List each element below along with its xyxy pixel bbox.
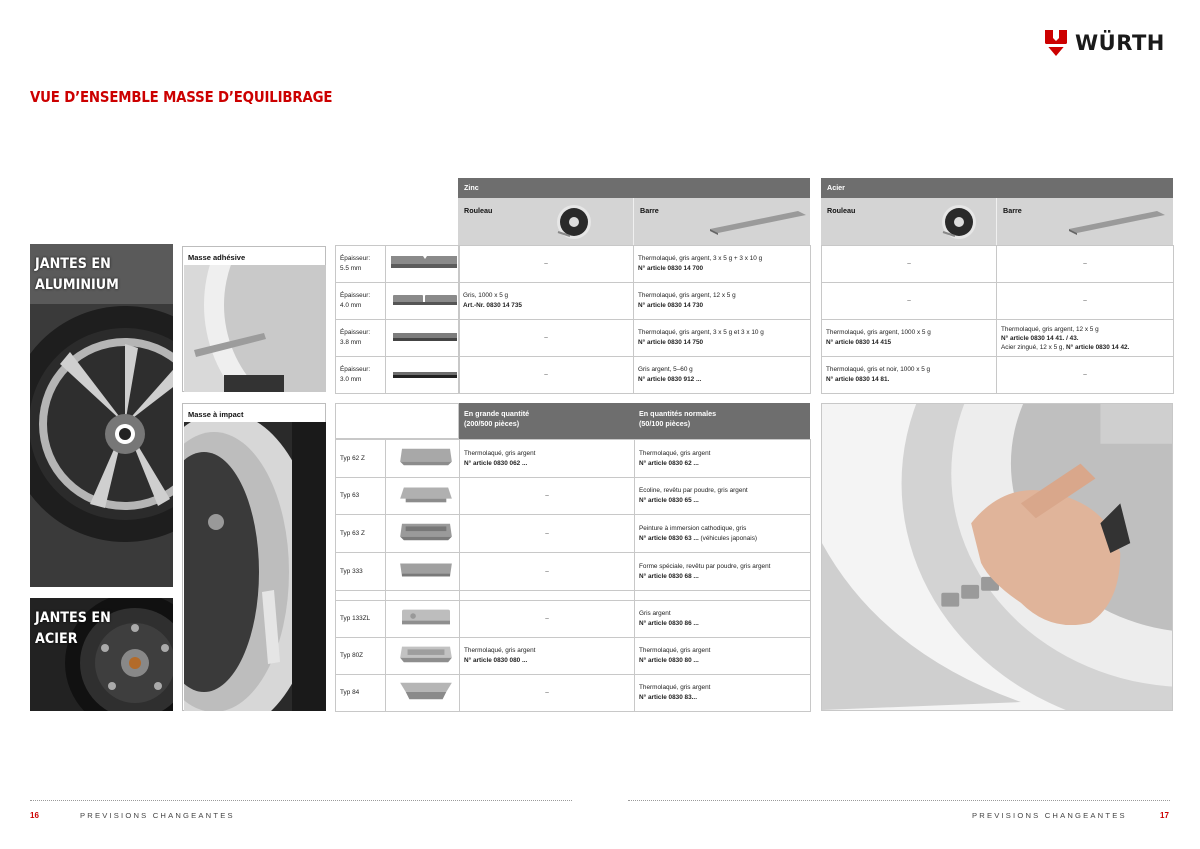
zinc-roll-cell: – (459, 357, 634, 394)
impact-table-header (335, 403, 810, 439)
typ-333-weight-image (386, 553, 460, 591)
impact-bulk-cell: Thermolaqué, gris argent N° article 0830 080 ... (460, 638, 635, 675)
brand-name: WÜRTH (1075, 31, 1165, 55)
impact-normal-cell: Thermolaqué, gris argent N° article 0830 83... (635, 675, 811, 712)
thickness-cell: Épaisseur: 3.8 mm (336, 320, 386, 357)
alu-label-line1: JANTES EN (35, 256, 111, 272)
steel-group-header: Acier (821, 178, 1173, 198)
zinc-bar-cell: Thermolaqué, gris argent, 3 x 5 g et 3 x 10 g N° article 0830 14 750 (634, 320, 811, 357)
bar-icon (1067, 207, 1167, 237)
roll-icon (554, 202, 594, 242)
thickness-cell: Épaisseur: 4.0 mm (336, 283, 386, 320)
bar-icon (708, 207, 808, 237)
thickness-cell: Épaisseur: 5.5 mm (336, 246, 386, 283)
zinc-subheader (458, 198, 810, 245)
zinc-roll-cell: – (459, 320, 634, 357)
impact-head-normal: En quantités normales (50/100 pièces) (639, 409, 717, 428)
typ-63-weight-image (386, 478, 460, 515)
wurth-logo (1043, 29, 1165, 57)
impact-data-table (335, 439, 811, 712)
steel-data-table (821, 245, 1174, 394)
zinc-group-header: Zinc (458, 178, 810, 198)
zinc-bar-cell: Thermolaqué, gris argent, 3 x 5 g + 3 x 10 g N° article 0830 14 700 (634, 246, 811, 283)
zinc-bar-cell: Thermolaqué, gris argent, 12 x 5 g N° article 0830 14 730 (634, 283, 811, 320)
impact-type-cell: Typ 63 Z (336, 515, 386, 553)
steel-bar-cell: – (997, 357, 1174, 394)
steel-bar-cell: – (997, 246, 1174, 283)
typ-133zl-weight-image (386, 601, 460, 638)
photo-hand-applying-weight (821, 403, 1173, 711)
adhesive-thickness-table (335, 245, 460, 394)
page-number-left: 16 (30, 811, 39, 820)
zinc-roll-label: Rouleau (464, 206, 493, 215)
steel-bar-cell: Thermolaqué, gris argent, 12 x 5 g N° article 0830 14 41. / 43. Acier zingué, 12 x 5 g, N° article 0830 14 42. (997, 320, 1174, 357)
footer-divider-left (30, 800, 572, 801)
steel-bar-label: Barre (1003, 206, 1022, 215)
category-adhesive (182, 246, 326, 392)
category-impact-label: Masse à impact (188, 410, 244, 419)
impact-spacer-cell (635, 591, 811, 601)
steel-label-line2: ACIER (35, 631, 78, 647)
steel-label-line1: JANTES EN (35, 610, 111, 626)
impact-bulk-cell: – (460, 515, 635, 553)
steel-roll-cell: Thermolaqué, gris et noir, 1000 x 5 g N° article 0830 14 81. (822, 357, 997, 394)
category-adhesive-label: Masse adhésive (188, 253, 246, 262)
thickness-cell: Épaisseur: 3.0 mm (336, 357, 386, 394)
weight-profile-5-5mm-image (386, 246, 460, 283)
wurth-logo-icon (1043, 29, 1069, 57)
impact-bulk-cell: – (460, 675, 635, 712)
photo-alu-rim (30, 244, 173, 587)
impact-type-cell: Typ 333 (336, 553, 386, 591)
zinc-roll-cell: – (459, 246, 634, 283)
weight-profile-3-0mm-image (386, 357, 460, 394)
zinc-roll-cell: Gris, 1000 x 5 g Art.-Nr. 0830 14 735 (459, 283, 634, 320)
category-impact (182, 403, 326, 711)
impact-type-cell: Typ 62 Z (336, 440, 386, 478)
impact-spacer-cell (460, 591, 635, 601)
footer-divider-right (628, 800, 1170, 801)
impact-type-cell: Typ 133ZL (336, 601, 386, 638)
impact-weight-on-rim-image (184, 422, 326, 711)
typ-80z-weight-image (386, 638, 460, 675)
alu-label-line2: ALUMINIUM (35, 277, 119, 293)
steel-bar-cell: – (997, 283, 1174, 320)
photo-steel-rim (30, 598, 173, 711)
zinc-bar-cell: Gris argent, 5–60 g N° article 0830 912 ... (634, 357, 811, 394)
steel-roll-cell: Thermolaqué, gris argent, 1000 x 5 g N° article 0830 14 415 (822, 320, 997, 357)
impact-bulk-cell: Thermolaqué, gris argent N° article 0830 062 ... (460, 440, 635, 478)
typ-63z-weight-image (386, 515, 460, 553)
impact-normal-cell: Thermolaqué, gris argent N° article 0830 80 ... (635, 638, 811, 675)
page-title: VUE D’ENSEMBLE MASSE D’EQUILIBRAGE (30, 88, 333, 106)
steel-roll-label: Rouleau (827, 206, 856, 215)
adhesive-weight-on-rim-image (184, 265, 326, 392)
impact-type-cell: Typ 63 (336, 478, 386, 515)
typ-62z-weight-image (386, 440, 460, 478)
impact-normal-cell: Peinture à immersion cathodique, gris N° article 0830 63 ... (véhicules japonais) (635, 515, 811, 553)
impact-type-cell: Typ 80Z (336, 638, 386, 675)
zinc-bar-label: Barre (640, 206, 659, 215)
impact-normal-cell: Forme spéciale, revêtu par poudre, gris argent N° article 0830 68 ... (635, 553, 811, 591)
impact-head-bulk: En grande quantité (200/500 pièces) (464, 409, 530, 428)
page-number-right: 17 (1160, 811, 1169, 820)
weight-profile-4-0mm-image (386, 283, 460, 320)
zinc-data-table (458, 245, 811, 394)
impact-bulk-cell: – (460, 601, 635, 638)
steel-roll-cell: – (822, 246, 997, 283)
footer-text-right: PREVISIONS CHANGEANTES (972, 811, 1127, 820)
impact-spacer-cell (336, 591, 386, 601)
impact-normal-cell: Gris argent N° article 0830 86 ... (635, 601, 811, 638)
roll-icon (939, 202, 979, 242)
steel-subheader (821, 198, 1173, 245)
impact-normal-cell: Thermolaqué, gris argent N° article 0830 62 ... (635, 440, 811, 478)
impact-type-cell: Typ 84 (336, 675, 386, 712)
impact-spacer-cell (386, 591, 460, 601)
impact-bulk-cell: – (460, 478, 635, 515)
impact-bulk-cell: – (460, 553, 635, 591)
impact-normal-cell: Ecoline, revêtu par poudre, gris argent N° article 0830 65 ... (635, 478, 811, 515)
steel-roll-cell: – (822, 283, 997, 320)
footer-text-left: PREVISIONS CHANGEANTES (80, 811, 235, 820)
weight-profile-3-8mm-image (386, 320, 460, 357)
typ-84-weight-image (386, 675, 460, 712)
